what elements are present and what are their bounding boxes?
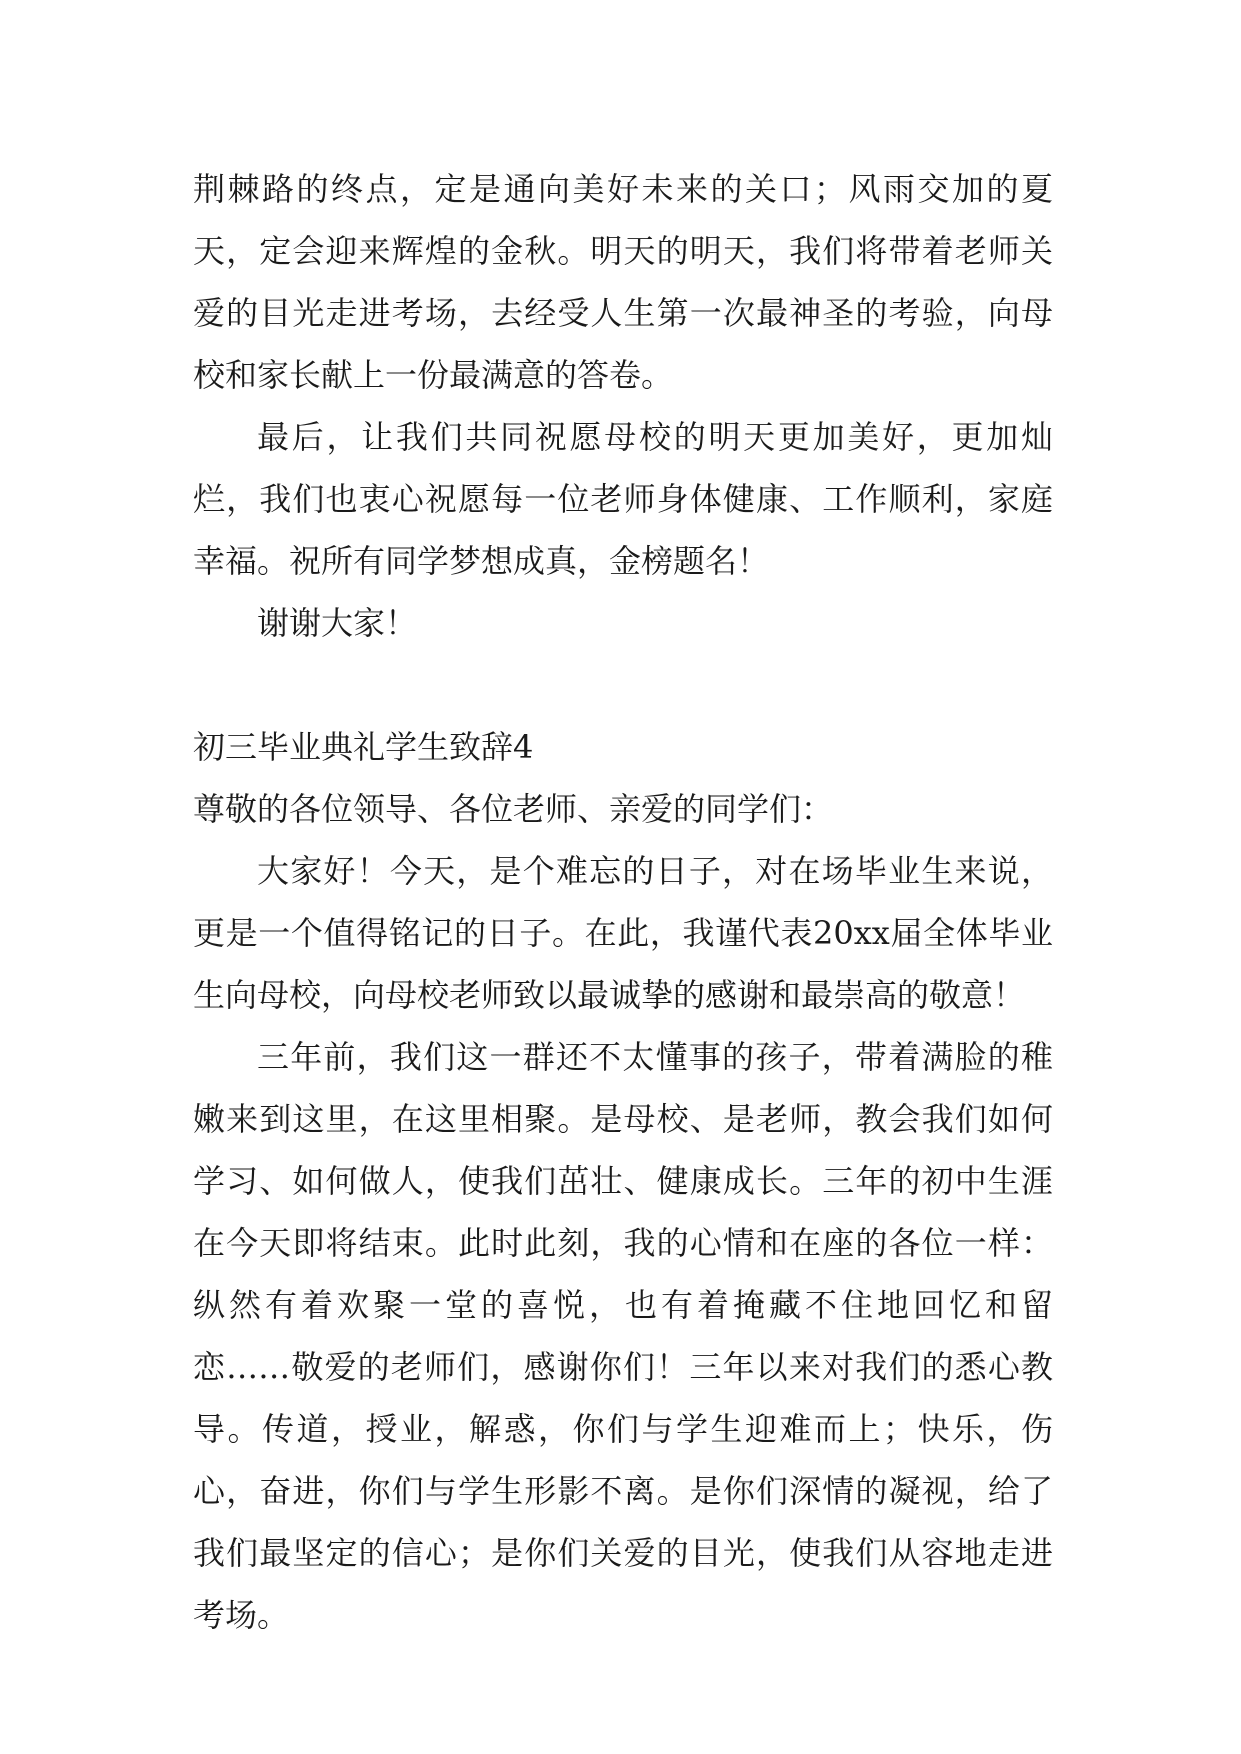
section-title: 初三毕业典礼学生致辞4 xyxy=(193,728,534,766)
section-spacer xyxy=(193,654,1053,716)
body-paragraph-2: 三年前，我们这一群还不太懂事的孩子，带着满脸的稚嫩来到这里，在这里相聚。是母校、是老师，教会我们如何学习、如何做人，使我们茁壮、健康成长。三年的初中生涯在今天即将结束。此时此刻，我的心情和在座的各位一样：纵然有着欢聚一堂的喜悦，也有着掩藏不住地回忆和留恋……敬爱的老师们，感谢你们！三年以来对我们的悉心教导。传道，授业，解惑，你们与学生迎难而上；快乐，伤心，奋进，你们与学生形影不离。是你们深情的凝视，给了我们最坚定的信心；是你们关爱的目光，使我们从容地走进考场。 xyxy=(193,1038,1053,1634)
continued-paragraph: 荆棘路的终点，定是通向美好未来的关口；风雨交加的夏天，定会迎来辉煌的金秋。明天的明天，我们将带着老师关爱的目光走进考场，去经受人生第一次最神圣的考验，向母校和家长献上一份最满意的答卷。 xyxy=(193,170,1053,394)
document-body xyxy=(193,158,1053,1646)
salutation: 尊敬的各位领导、各位老师、亲爱的同学们： xyxy=(193,790,834,828)
thanks-line: 谢谢大家！ xyxy=(257,604,418,642)
body-paragraph-1: 大家好！今天，是个难忘的日子，对在场毕业生来说，更是一个值得铭记的日子。在此，我谨代表20xx届全体毕业生向母校，向母校老师致以最诚挚的感谢和最崇高的敬意！ xyxy=(193,852,1053,1014)
closing-paragraph: 最后，让我们共同祝愿母校的明天更加美好，更加灿烂，我们也衷心祝愿每一位老师身体健康、工作顺利，家庭幸福。祝所有同学梦想成真，金榜题名！ xyxy=(193,418,1053,580)
